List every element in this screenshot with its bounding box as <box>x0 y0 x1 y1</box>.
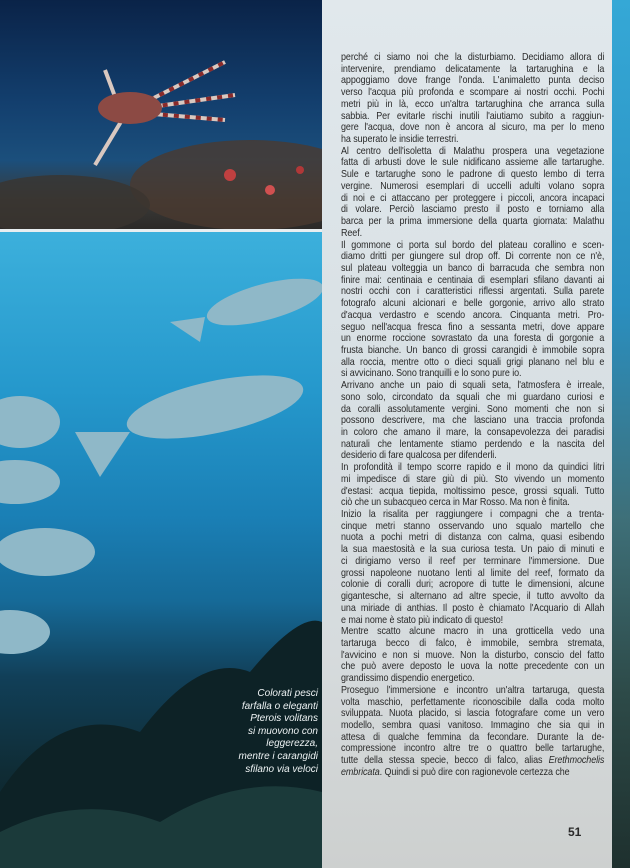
text-line: Al centro dell'isoletta di Malathu prospera una vegetazione <box>341 144 605 157</box>
text-line: modello, sembra quasi vanitoso. Immagino che sia qui in <box>341 718 605 731</box>
text-line: da coralli assolutamente vergini. Sono momenti che non si <box>341 402 605 415</box>
text-line: verso l'acqua più profonda e scompare ai nostri occhi. Pochi <box>341 86 605 99</box>
text-line: ciò che un subacqueo cerca in Mar Rosso. Ma non è finita. <box>341 496 570 509</box>
text-line: compressione incontro altre tre o quattro belle tartarughe, <box>341 742 605 755</box>
article-paragraph <box>341 626 604 685</box>
caption-line: Pterois volitans <box>250 713 318 725</box>
italic-species-name: embricata <box>341 765 380 778</box>
text-line: frusta bianche. Un banco di grossi carangidi è immobile sopra <box>341 343 605 356</box>
text-line: sabbia. Per evitarle rischi inutili l'aiutiamo subito a raggiun- <box>341 109 605 122</box>
text-line: Sule e tartarughe sono le padrone di questo lembo di terra <box>341 168 605 181</box>
text-line: barca per la prima immersione della quarta giornata: Malathu <box>341 215 605 228</box>
lionfish-illustration <box>0 0 322 229</box>
text-segment: tutte della stessa specie, becco di falco, alias <box>341 754 549 767</box>
text-line: colonie di coralli duri; acropore di tutte le dimensioni, alcune <box>341 578 605 591</box>
text-line: Il gommone ci porta sul bordo del plateau corallino e scen- <box>341 238 605 251</box>
article-paragraph <box>341 462 604 509</box>
article-paragraph <box>341 509 604 626</box>
text-line: fatta di arbusti dove le sule nidificano assieme alle tartarughe. <box>341 156 605 169</box>
text-line: attesa di qualche femmina da fecondare. Durante la de- <box>341 730 605 743</box>
text-segment: . Quindi si può dire con ragionevole certezza che <box>379 765 570 778</box>
caption-line: si muovono con <box>247 725 318 737</box>
text-line: volta maschio, perfettamente riconoscibile dalla coda molto <box>341 695 605 708</box>
text-line: gere l'acqua, dove non è ancora al sicuro, ma per lo meno <box>341 121 605 134</box>
text-line: la sua maestosità e la sua curiosa testa. Un paio di minuti e <box>341 543 605 556</box>
page-number: 51 <box>568 825 582 839</box>
photo-caption-text <box>200 688 318 776</box>
article-paragraph <box>341 52 604 146</box>
text-line: che può avere deposto le uova la notte precedente con un <box>341 660 605 673</box>
caption-line: farfalla o eleganti <box>241 700 318 712</box>
text-line: in coloro che amano il mare, la consapevolezza dei paradisi <box>341 426 605 438</box>
text-line: In profondità il tempo scorre rapido e il mono da quindici litri <box>341 461 605 474</box>
text-line: Reef. <box>341 226 363 239</box>
caption-line: mentre i carangidi <box>238 750 318 762</box>
text-line: e mai nome è stato più indicato di questo! <box>341 613 504 626</box>
text-line: diamo dritti per giungere sul drop off. Di corrente non ce n'è, <box>341 250 605 263</box>
text-line: perché ci siamo noi che la disturbiamo. Decidiamo allora di <box>341 51 605 63</box>
lionfish-photo <box>0 0 322 229</box>
article-paragraph <box>341 380 604 462</box>
text-line: sviluppata. Nuota placido, si lascia fotografare come un vero <box>341 707 605 720</box>
text-line <box>341 767 604 779</box>
text-line: nuota a pochi metri di distanza con calma, quasi esibendo <box>341 531 605 544</box>
article-paragraph <box>341 146 604 240</box>
text-line: desiderio di fare qualcosa per difenderli. <box>341 449 497 462</box>
text-line: Proseguo l'immersione e incontro un'altra tartaruga, questa <box>341 683 605 696</box>
text-line: si avvicinano. Sono tranquilli e lo sono pure io. <box>341 367 522 380</box>
caption-line: leggerezza, <box>266 738 318 750</box>
text-line: grossi napoleone nuotano lenti al limite del reef, formato da <box>341 566 605 579</box>
caption-line: Colorati pesci <box>257 688 318 699</box>
text-line: finire mai: centinaia e centinaia di esemplari sfilano davanti ai <box>341 273 605 286</box>
text-line: cinque metri stanno osservando uno squalo martello che <box>341 519 605 532</box>
article-paragraph <box>341 685 604 779</box>
text-line: l'avvicino e non si muove. Non la disturbo, conscio del fatto <box>341 648 605 661</box>
text-line: Inizio la risalita per raggiungere i compagni che a trenta- <box>341 508 605 521</box>
text-line: grandissimo dispendio energetico. <box>341 672 475 685</box>
text-line: di noi e ci attaccano per proteggere i piccoli, ancora incapaci <box>341 191 605 204</box>
italic-species-name: Erethmochelis <box>548 754 605 767</box>
text-line: di volare. Perciò lasciamo presto il posto e torniamo alla <box>341 203 605 216</box>
text-line: appoggiamo dove frange l'onda. L'animaletto punta deciso <box>341 74 605 87</box>
text-line: gigantesche, si alternano ad altre specie, il tutto avvolto da <box>341 590 605 603</box>
text-line: nostri occhi con i caratteristici riflessi argentati. Sulla parete <box>341 285 605 298</box>
text-line: fotografo alcuni alcionari e belle gorgonie, arrivo allo strato <box>341 297 605 310</box>
text-line: sono solo, circondato da squali che mi guardano curiosi e <box>341 390 605 403</box>
caption-line: sfilano via veloci <box>245 763 318 775</box>
article-paragraph <box>341 240 604 381</box>
text-line: alla roccia, mentre otto o dieci squali grigi planano nel blu e <box>341 355 605 368</box>
text-line: un enorme roccione sovrastato da una foresta di gorgonie a <box>341 332 605 345</box>
background-photo-strip <box>612 0 630 868</box>
text-line: d'acqua verdastro e scendo ancora. Cinquanta metri. Pro- <box>341 308 605 321</box>
text-line: mi impedisce di stare giù di più. Sto vivendo un momento <box>341 472 605 485</box>
text-line: metri più in là, ecco un'altra tartarughina che arranca sulla <box>341 97 605 110</box>
text-line: ci dirigiamo verso il reef per terminare l'immersione. Due <box>341 554 605 567</box>
text-line: naturali che lentamente stiamo perdendo e la nascita del <box>341 437 605 450</box>
article-body <box>341 52 604 779</box>
text-line: una miriade di anthias. Il posto è chiamato l'Acquario di Allah <box>341 601 605 614</box>
text-line: sul plateau volteggia un banco di barracuda che sembra non <box>341 261 605 274</box>
text-line: vergine. Numerosi esemplari di uccelli adulti volano sopra <box>341 179 605 192</box>
text-line: tartaruga becco di falco, è immobile, sembra stremata, <box>341 636 605 649</box>
text-line: intervenire, prendiamo delicatamente la tartarughina e la <box>341 62 605 75</box>
text-line: ha superato le insidie terrestri. <box>341 133 459 146</box>
text-line: d'estasi: acqua tiepida, moltissimo pesce, grossi squali. Tutto <box>341 484 605 497</box>
text-line: seguo nell'acqua fresca fino a sessanta metri, dove appare <box>341 320 605 333</box>
text-line: possono descrivere, ma che lasciano una traccia profonda <box>341 414 605 427</box>
text-line: Mentre scatto alcune macro in una grotticella vedo una <box>341 625 605 638</box>
text-line: Arrivano anche un paio di squali seta, l'atmosfera è irreale, <box>341 379 605 392</box>
